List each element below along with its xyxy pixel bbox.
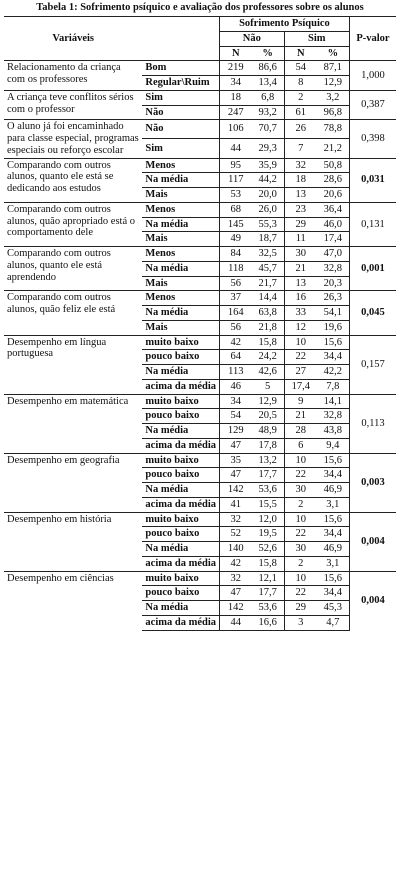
n-sim: 10 [284,512,317,527]
n-sim: 23 [284,202,317,217]
category-label: Na média [142,424,219,439]
category-label: acima da média [142,615,219,630]
table-row [4,202,396,217]
category-label: pouco baixo [142,350,219,365]
n-sim: 33 [284,306,317,321]
category-label: Menos [142,158,219,173]
category-label: muito baixo [142,453,219,468]
category-label: Mais [142,232,219,247]
p-value: 0,003 [349,453,396,512]
pct-nao: 13,2 [252,453,285,468]
pct-sim: 28,6 [317,173,350,188]
n-sim: 10 [284,453,317,468]
pct-sim: 14,1 [317,394,350,409]
n-nao: 68 [220,202,252,217]
variable-label: Desempenho em língua portuguesa [4,335,142,394]
pct-nao: 93,2 [252,105,285,120]
n-nao: 35 [220,453,252,468]
p-value: 0,004 [349,571,396,630]
n-sim: 6 [284,438,317,453]
n-nao: 64 [220,350,252,365]
category-label: acima da média [142,438,219,453]
n-sim: 10 [284,571,317,586]
table-row [4,571,396,586]
pct-sim: 34,4 [317,468,350,483]
pct-sim: 4,7 [317,615,350,630]
variable-label: Comparando com outros alunos, quanto ele está aprendendo [4,247,142,291]
n-sim: 12 [284,320,317,335]
pct-sim: 9,4 [317,438,350,453]
n-sim: 3 [284,615,317,630]
pct-sim: 19,6 [317,320,350,335]
n-nao: 47 [220,438,252,453]
n-sim: 30 [284,483,317,498]
n-nao: 145 [220,217,252,232]
n-nao: 129 [220,424,252,439]
variable-label: A criança teve conflitos sérios com o professor [4,90,142,120]
n-sim: 17,4 [284,379,317,394]
table-row [4,247,396,262]
n-nao: 32 [220,512,252,527]
pct-sim: 17,4 [317,232,350,247]
variable-label: O aluno já foi encaminhado para classe especial, programas especiais ou reforço escolar [4,120,142,158]
category-label: muito baixo [142,512,219,527]
pct-sim: 15,6 [317,571,350,586]
pct-nao: 20,0 [252,188,285,203]
pct-nao: 32,5 [252,247,285,262]
n-sim: 21 [284,409,317,424]
pct-nao: 18,7 [252,232,285,247]
pct-nao: 15,5 [252,497,285,512]
n-nao: 142 [220,483,252,498]
n-sim: 7 [284,139,317,158]
n-sim: 22 [284,350,317,365]
header-n-nao: N [220,46,252,61]
pct-nao: 24,2 [252,350,285,365]
p-value: 1,000 [349,61,396,91]
pct-sim: 46,0 [317,217,350,232]
category-label: Mais [142,276,219,291]
pct-nao: 21,8 [252,320,285,335]
category-label: Na média [142,365,219,380]
table-row [4,453,396,468]
n-sim: 2 [284,90,317,105]
pct-nao: 12,0 [252,512,285,527]
n-sim: 16 [284,291,317,306]
pct-sim: 87,1 [317,61,350,76]
variable-label: Comparando com outros alunos, quão apropriado está o comportamento dele [4,202,142,246]
n-nao: 140 [220,542,252,557]
n-nao: 56 [220,320,252,335]
p-value: 0,113 [349,394,396,453]
n-nao: 95 [220,158,252,173]
table-row [4,61,396,76]
table-row [4,120,396,139]
category-label: Sim [142,139,219,158]
n-sim: 10 [284,335,317,350]
p-value: 0,398 [349,120,396,158]
n-sim: 30 [284,247,317,262]
variable-label: Comparando com outros alunos, quão feliz ele está [4,291,142,335]
n-nao: 42 [220,335,252,350]
variable-label: Desempenho em matemática [4,394,142,453]
pct-sim: 21,2 [317,139,350,158]
p-value: 0,031 [349,158,396,202]
p-value: 0,131 [349,202,396,246]
category-label: Bom [142,61,219,76]
n-nao: 32 [220,571,252,586]
table-row [4,335,396,350]
pct-nao: 55,3 [252,217,285,232]
header-sim: Sim [284,31,349,46]
pct-sim: 78,8 [317,120,350,139]
pct-sim: 26,3 [317,291,350,306]
pct-nao: 17,7 [252,586,285,601]
pct-nao: 12,9 [252,394,285,409]
pct-sim: 15,6 [317,453,350,468]
n-nao: 44 [220,139,252,158]
pct-nao: 6,8 [252,90,285,105]
n-sim: 2 [284,497,317,512]
pct-nao: 70,7 [252,120,285,139]
pct-sim: 7,8 [317,379,350,394]
n-nao: 18 [220,90,252,105]
category-label: Na média [142,483,219,498]
pct-nao: 26,0 [252,202,285,217]
variable-label: Desempenho em ciências [4,571,142,630]
category-label: Na média [142,217,219,232]
category-label: Na média [142,173,219,188]
category-label: Sim [142,90,219,105]
category-label: Regular\Ruim [142,76,219,91]
pct-nao: 17,7 [252,468,285,483]
pct-sim: 36,4 [317,202,350,217]
pct-sim: 46,9 [317,542,350,557]
pct-sim: 32,8 [317,261,350,276]
pct-nao: 20,5 [252,409,285,424]
p-value: 0,045 [349,291,396,335]
table-row [4,291,396,306]
pct-nao: 45,7 [252,261,285,276]
n-nao: 117 [220,173,252,188]
pct-sim: 42,2 [317,365,350,380]
table-title: Tabela 1: Sofrimento psíquico e avaliação dos professores sobre os alunos [36,2,364,13]
n-nao: 44 [220,615,252,630]
n-nao: 219 [220,61,252,76]
p-value: 0,004 [349,512,396,571]
n-sim: 11 [284,232,317,247]
pct-sim: 34,4 [317,527,350,542]
category-label: acima da média [142,379,219,394]
n-sim: 18 [284,173,317,188]
pct-sim: 12,9 [317,76,350,91]
p-value: 0,157 [349,335,396,394]
n-nao: 164 [220,306,252,321]
pct-sim: 32,8 [317,409,350,424]
n-sim: 29 [284,601,317,616]
table-row [4,512,396,527]
pct-nao: 13,4 [252,76,285,91]
n-nao: 56 [220,276,252,291]
category-label: acima da média [142,556,219,571]
pct-sim: 46,9 [317,483,350,498]
n-nao: 113 [220,365,252,380]
variable-label: Desempenho em história [4,512,142,571]
pct-sim: 96,8 [317,105,350,120]
p-value: 0,001 [349,247,396,291]
pct-nao: 86,6 [252,61,285,76]
category-label: Mais [142,320,219,335]
n-nao: 247 [220,105,252,120]
pct-nao: 15,8 [252,556,285,571]
category-label: muito baixo [142,394,219,409]
pct-sim: 50,8 [317,158,350,173]
header-pct-nao: % [252,46,285,61]
pct-sim: 3,2 [317,90,350,105]
n-nao: 42 [220,556,252,571]
pct-sim: 3,1 [317,497,350,512]
n-sim: 22 [284,586,317,601]
pct-nao: 53,6 [252,483,285,498]
category-label: Mais [142,188,219,203]
category-label: pouco baixo [142,468,219,483]
pct-nao: 29,3 [252,139,285,158]
header-variaveis: Variáveis [4,17,142,61]
category-label: Na média [142,542,219,557]
category-label: Menos [142,202,219,217]
n-sim: 22 [284,527,317,542]
category-label: Na média [142,261,219,276]
pct-nao: 16,6 [252,615,285,630]
variable-label: Desempenho em geografia [4,453,142,512]
pct-nao: 17,8 [252,438,285,453]
n-sim: 21 [284,261,317,276]
pct-sim: 45,3 [317,601,350,616]
table-row [4,394,396,409]
pct-nao: 21,7 [252,276,285,291]
category-label: pouco baixo [142,586,219,601]
n-nao: 34 [220,76,252,91]
pct-nao: 12,1 [252,571,285,586]
pct-nao: 44,2 [252,173,285,188]
n-sim: 29 [284,217,317,232]
n-nao: 49 [220,232,252,247]
n-sim: 22 [284,468,317,483]
category-label: Não [142,120,219,139]
n-sim: 54 [284,61,317,76]
pct-sim: 15,6 [317,335,350,350]
pct-nao: 19,5 [252,527,285,542]
category-label: muito baixo [142,571,219,586]
pct-nao: 5 [252,379,285,394]
table-row [4,90,396,105]
category-label: Menos [142,247,219,262]
n-sim: 26 [284,120,317,139]
n-nao: 84 [220,247,252,262]
category-label: pouco baixo [142,527,219,542]
n-nao: 47 [220,586,252,601]
pct-nao: 35,9 [252,158,285,173]
pct-sim: 34,4 [317,350,350,365]
n-nao: 53 [220,188,252,203]
n-nao: 54 [220,409,252,424]
n-sim: 13 [284,276,317,291]
data-table [4,16,396,631]
pct-nao: 48,9 [252,424,285,439]
pct-sim: 3,1 [317,556,350,571]
pct-nao: 53,6 [252,601,285,616]
category-label: pouco baixo [142,409,219,424]
pct-nao: 42,6 [252,365,285,380]
pct-sim: 34,4 [317,586,350,601]
n-nao: 52 [220,527,252,542]
pct-sim: 43,8 [317,424,350,439]
n-nao: 46 [220,379,252,394]
n-nao: 37 [220,291,252,306]
pct-nao: 15,8 [252,335,285,350]
n-nao: 34 [220,394,252,409]
pct-sim: 47,0 [317,247,350,262]
category-label: Não [142,105,219,120]
n-sim: 32 [284,158,317,173]
category-label: acima da média [142,497,219,512]
header-sofrimento: Sofrimento Psíquico [220,17,350,32]
p-value: 0,387 [349,90,396,120]
pct-nao: 52,6 [252,542,285,557]
header-nao: Não [220,31,285,46]
category-label: Na média [142,601,219,616]
n-nao: 47 [220,468,252,483]
category-label: Menos [142,291,219,306]
pct-sim: 15,6 [317,512,350,527]
variable-label: Relacionamento da criança com os professores [4,61,142,91]
n-sim: 9 [284,394,317,409]
header-category [142,17,219,61]
pct-nao: 63,8 [252,306,285,321]
category-label: muito baixo [142,335,219,350]
pct-sim: 54,1 [317,306,350,321]
n-sim: 30 [284,542,317,557]
header-pct-sim: % [317,46,350,61]
n-sim: 28 [284,424,317,439]
n-nao: 142 [220,601,252,616]
n-sim: 8 [284,76,317,91]
table-row [4,158,396,173]
variable-label: Comparando com outros alunos, quanto ele está se dedicando aos estudos [4,158,142,202]
n-sim: 61 [284,105,317,120]
n-sim: 27 [284,365,317,380]
n-nao: 41 [220,497,252,512]
header-pvalor: P-valor [349,17,396,61]
pct-sim: 20,3 [317,276,350,291]
pct-nao: 14,4 [252,291,285,306]
n-sim: 13 [284,188,317,203]
pct-sim: 20,6 [317,188,350,203]
category-label: Na média [142,306,219,321]
n-nao: 106 [220,120,252,139]
n-sim: 2 [284,556,317,571]
n-nao: 118 [220,261,252,276]
header-n-sim: N [284,46,317,61]
table-body [4,61,396,630]
